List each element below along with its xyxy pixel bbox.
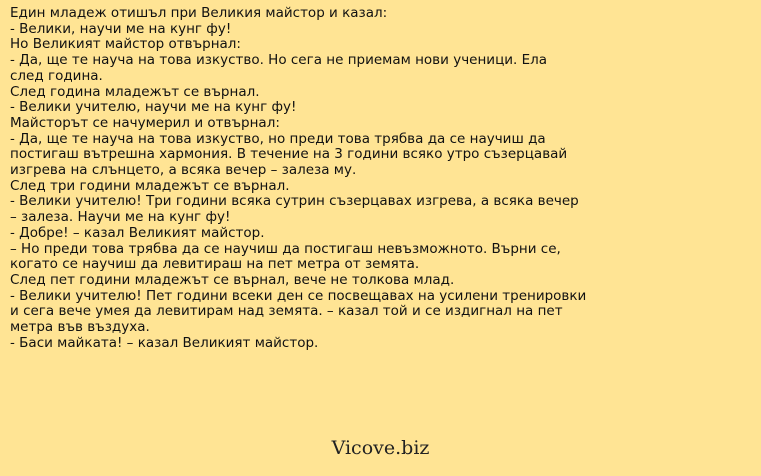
joke-line: - Велики учителю! Три години всяка сутрин съзерцавах изгрева, а всяка вечер xyxy=(10,193,579,210)
joke-line: След година младежът се върнал. xyxy=(10,83,260,100)
joke-line: когато се научиш да левитираш на пет метра от земята. xyxy=(10,256,420,273)
joke-line: - Велики учителю, научи ме на кунг фу! xyxy=(10,99,297,116)
joke-line: След пет години младежът се върнал, вече не толкова млад. xyxy=(10,271,455,288)
joke-line: - Добре! – казал Великият майстор. xyxy=(10,224,265,241)
site-watermark: Vicove.biz xyxy=(331,437,430,459)
joke-line: Един младеж отишъл при Великия майстор и казал: xyxy=(10,5,388,21)
joke-text xyxy=(10,6,600,351)
joke-line: Майсторът се начумерил и отвърнал: xyxy=(10,114,280,131)
joke-line: – залеза. Научи ме на кунг фу! xyxy=(10,209,231,226)
joke-line: постигаш вътрешна хармония. В течение на 3 години всяко утро съзерцавай xyxy=(10,146,568,163)
joke-line: Но Великият майстор отвърнал: xyxy=(10,36,241,53)
joke-line: - Велики учителю! Пет години всеки ден се посвещавах на усилени тренировки xyxy=(10,287,587,304)
joke-line: изгрева на слънцето, а всяка вечер – залеза му. xyxy=(10,162,357,179)
joke-line: след година. xyxy=(10,67,103,84)
joke-line: - Баси майката! – казал Великият майстор. xyxy=(10,334,319,351)
joke-line: - Да, ще те науча на това изкуство. Но сега не приемам нови ученици. Ела xyxy=(10,52,548,69)
joke-line: метра във въздуха. xyxy=(10,319,150,336)
joke-line: – Но преди това трябва да се научиш да постигаш невъзможното. Върни се, xyxy=(10,240,561,257)
joke-line: След три години младежът се върнал. xyxy=(10,177,290,194)
joke-line: - Велики, научи ме на кунг фу! xyxy=(10,20,232,37)
joke-line: - Да, ще те науча на това изкуство, но преди това трябва да се научиш да xyxy=(10,130,546,147)
joke-line: и сега вече умея да левитирам над земята. – казал той и се издигнал на пет xyxy=(10,303,563,320)
